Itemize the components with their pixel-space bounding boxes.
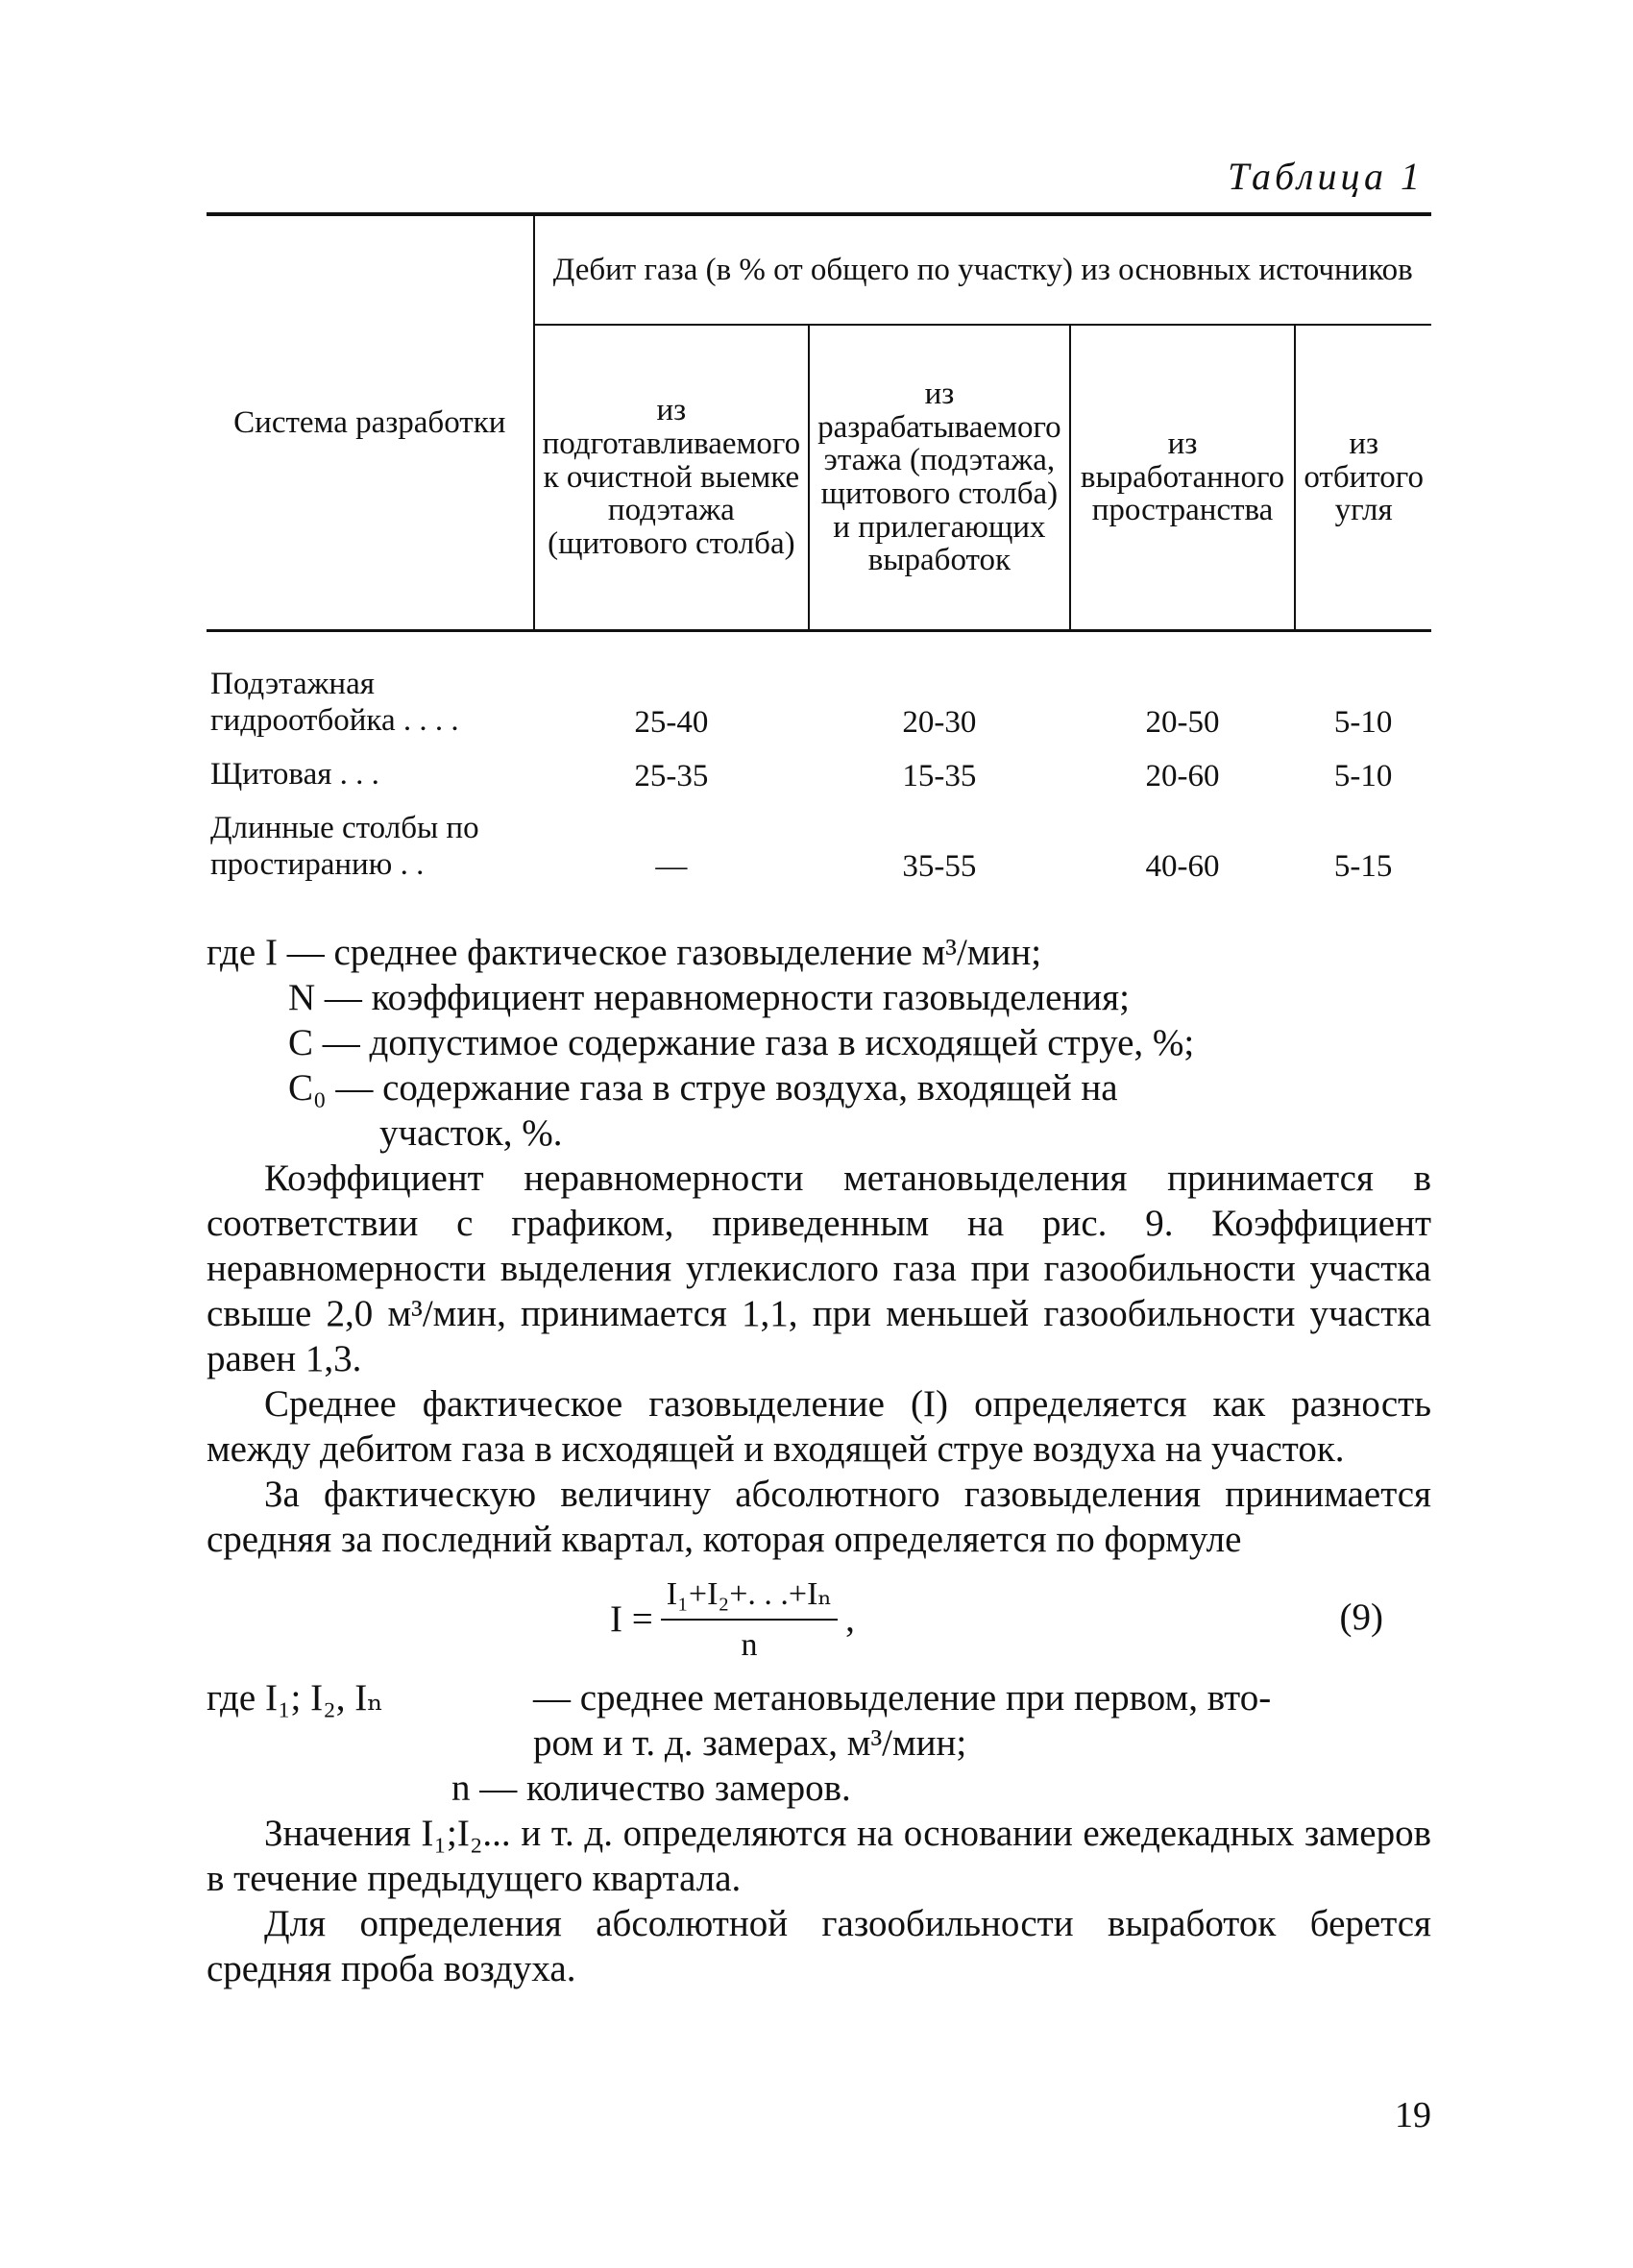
paragraph: Для определения абсолютной газообильности выработок берется средняя проба воздуха. bbox=[207, 1902, 1431, 1989]
definition-line: ром и т. д. замерах, м³/мин; bbox=[533, 1721, 967, 1764]
cell-value: 25-40 bbox=[634, 705, 709, 741]
definition-line bbox=[207, 1675, 1431, 1720]
paragraph: Коэффициент неравномерности метановыделения принимается в соответствии с графиком, приведенным на рис. 9. Коэффициент неравномерности выделения углекислого газа при газообильности участка свыше 2,0 м³/мин, принимается 1,1, при меньшей газообильности участка равен 1,3. bbox=[207, 1157, 1431, 1379]
page-content bbox=[207, 154, 1431, 1991]
definition-line: где I — среднее фактическое газовыделение м³/мин; bbox=[207, 931, 1042, 973]
table-row bbox=[207, 805, 1431, 895]
page-number: 19 bbox=[1395, 2095, 1431, 2135]
equation-number: (9) bbox=[1339, 1596, 1383, 1638]
cell-value: 15-35 bbox=[902, 759, 977, 794]
definition-line: n — количество замеров. bbox=[451, 1767, 851, 1809]
definition-line: C — допустимое содержание газа в исходящей струе, %; bbox=[288, 1021, 1195, 1063]
definition-line: C₀ — содержание газа в струе воздуха, входящей на bbox=[288, 1066, 1118, 1109]
formula-9 bbox=[207, 1566, 1431, 1671]
definition-line: N — коэффициент неравномерности газовыделения; bbox=[288, 976, 1130, 1018]
definition-line: участок, %. bbox=[379, 1111, 563, 1154]
formula bbox=[610, 1572, 855, 1668]
subheader-worked-level: из разрабатываемого этажа (подэтажа, щитового столба) и прилегающих выработок bbox=[809, 325, 1070, 631]
cell-value: 35-55 bbox=[902, 849, 977, 885]
table-row bbox=[207, 751, 1431, 805]
paragraph: За фактическую величину абсолютного газовыделения принимается средняя за последний квартал, которая определяется по формуле bbox=[207, 1473, 1431, 1560]
subheader-prepared-sublevel: из подготавливаемого к очистной выемке подэтажа (щитового столба) bbox=[534, 325, 810, 631]
header-gas-flow: Дебит газа (в % от общего по участку) из основных источников bbox=[534, 214, 1431, 325]
cell-value: 5-10 bbox=[1333, 759, 1393, 794]
cell-value: 40-60 bbox=[1145, 849, 1220, 885]
cell-value: 25-35 bbox=[634, 759, 709, 794]
row-system-name: Подэтажная гидроотбойка . . . . bbox=[210, 667, 459, 738]
paragraph: Среднее фактическое газовыделение (I) определяется как разность между дебитом газа в исходящей и входящей струе воздуха на участок. bbox=[207, 1382, 1431, 1470]
definition-lead: где I₁; I₂, Iₙ bbox=[207, 1676, 384, 1719]
table-caption: Таблица 1 bbox=[1228, 155, 1424, 198]
header-system: Система разработки bbox=[207, 214, 534, 631]
cell-value: 20-60 bbox=[1145, 759, 1220, 794]
body-text bbox=[207, 930, 1431, 1991]
paragraph: Значения I₁;I₂... и т. д. определяются на основании ежедекадных замеров в течение предыдущего квартала. bbox=[207, 1812, 1431, 1899]
formula-lhs: I = bbox=[610, 1598, 653, 1641]
cell-value: 20-50 bbox=[1145, 705, 1220, 741]
formula-fraction bbox=[661, 1572, 838, 1668]
formula-comma: , bbox=[845, 1598, 855, 1641]
definition-text: — среднее метановыделение при первом, вто- bbox=[533, 1676, 1272, 1719]
subheader-broken-coal: из отбитого угля bbox=[1295, 325, 1431, 631]
formula-denominator: n bbox=[741, 1626, 758, 1663]
cell-value: 5-10 bbox=[1333, 705, 1393, 741]
cell-value: 20-30 bbox=[902, 705, 977, 741]
table-row bbox=[207, 631, 1431, 751]
row-system-name: Длинные столбы по простиранию . . bbox=[210, 810, 479, 882]
gas-flow-table bbox=[207, 212, 1431, 895]
variable-definitions bbox=[207, 930, 1431, 1156]
row-system-name: Щитовая . . . bbox=[210, 756, 379, 792]
formula-numerator: I₁+I₂+. . .+Iₙ bbox=[661, 1572, 838, 1621]
subheader-goaf: из выработанного пространства bbox=[1070, 325, 1296, 631]
cell-value: 5-15 bbox=[1333, 849, 1393, 885]
cell-value: — bbox=[655, 849, 688, 885]
formula-definitions bbox=[207, 1675, 1431, 1811]
